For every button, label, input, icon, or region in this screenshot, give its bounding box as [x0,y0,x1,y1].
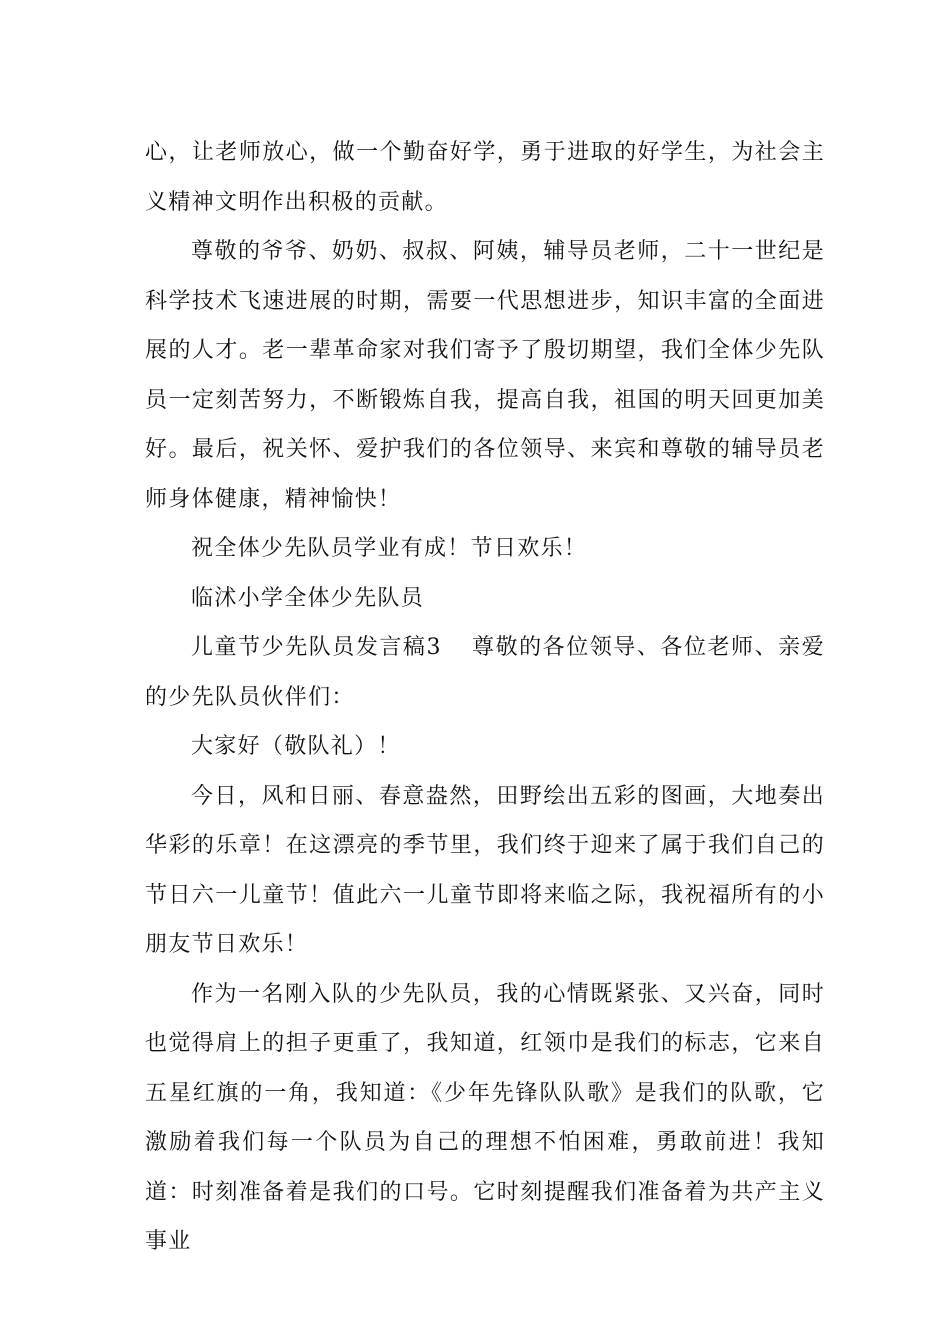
paragraph-2 [145,227,825,524]
paragraph-4-text: 临沭小学全体少先队员 [191,585,425,611]
document-body [145,128,825,1267]
paragraph-5 [145,623,825,722]
paragraph-3-text: 祝全体少先队员学业有成！节日欢乐！ [191,536,588,561]
paragraph-1 [145,128,825,227]
paragraph-7-text: 今日，风和日丽、春意盎然，田野绘出五彩的图画，大地奏出华彩的乐章！在这漂亮的季节里，我们终于迎来了属于我们自己的节日六一儿童节！值此六一儿童节即将来临之际，我祝福所有的小朋友节日欢乐！ [145,783,825,957]
paragraph-3 [145,524,825,574]
paragraph-8-text: 作为一名刚入队的少先队员，我的心情既紧张、又兴奋，同时也觉得肩上的担子更重了，我知道，红领巾是我们的标志，它来自五星红旗的一角，我知道：《少年先锋队队歌》是我们的队歌，它激励着我们每一个队员为自己的理想不怕困难，勇敢前进！我知道：时刻准备着是我们的口号。它时刻提醒我们准备着为共产主义事业 [145,981,825,1254]
paragraph-5-text: 尊敬的各位领导、各位老师、亲爱的少先队员伙伴们： [145,635,825,710]
paragraph-4-signature [145,574,825,624]
section-heading: 儿童节少先队员发言稿3 [191,635,442,660]
paragraph-1-text: 心，让老师放心，做一个勤奋好学，勇于进取的好学生，为社会主义精神文明作出积极的贡献。 [145,140,825,215]
paragraph-7 [145,772,825,970]
paragraph-6 [145,722,825,772]
paragraph-8 [145,970,825,1267]
paragraph-2-text: 尊敬的爷爷、奶奶、叔叔、阿姨，辅导员老师，二十一世纪是科学技术飞速进展的时期，需要一代思想进步，知识丰富的全面进展的人才。老一辈革命家对我们寄予了殷切期望，我们全体少先队员一定刻苦努力，不断锻炼自我，提高自我，祖国的明天回更加美好。最后，祝关怀、爱护我们的各位领导、来宾和尊敬的辅导员老师身体健康，精神愉快！ [145,239,825,512]
paragraph-6-text: 大家好（敬队礼）！ [191,734,401,759]
